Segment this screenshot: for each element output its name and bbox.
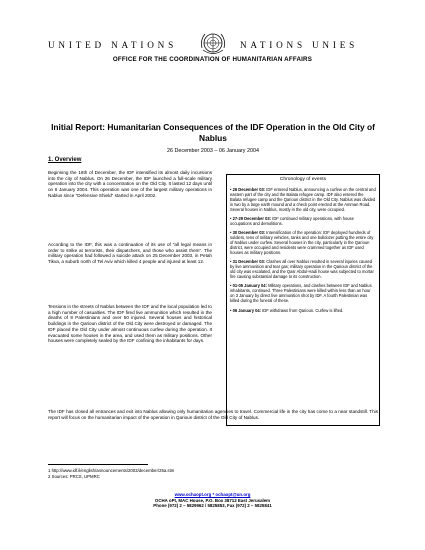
chronology-title: Chronology of events	[279, 177, 327, 182]
chronology-date: 26 December 03:	[232, 186, 266, 192]
footnote-2: 2 Sources: PRCS, UPMRC	[48, 474, 100, 479]
chronology-text: Intensification of the operation: IDF deployed hundreds of soldiers, tens of military vehicles, tanks and one bulldozer putting the entire city of Nablus under curfew. Several houses in the city, particularly in the Qarioun district, were occupied and residents were crammed together as IDF used houses as military positions.	[230, 230, 374, 255]
paragraph-1: Beginning the 16th of December, the IDF intensified its almost daily incursions into the city of Nablus. On 26 December, the IDF launched a full-scale military operation into the city with a concentration on the Old City. It lasted 12 days until on 6 January 2004. This operation was one of the largest military operations in Nablus since "Defensive Shield" started in April 2002.	[48, 170, 212, 198]
chronology-date: 06 January 04:	[232, 307, 262, 313]
page-footer	[0, 492, 425, 509]
un-header	[0, 30, 425, 70]
chronology-text: Military operations, and clashes between IDF and Nablus inhabitants, continued. Three Palestinians were killed within less than an hour on 3 January by direct live ammunition shot by IDF. A fourth Palestinian was killed during the funeral of these.	[230, 283, 372, 304]
chronology-text: IDF withdraws from Qarioun. Curfew is lifted.	[261, 307, 344, 313]
paragraph-4: The IDF has closed all entrances and exit into Nablus allowing only humanitarian agencies to travel. Commercial life in the city has come to a near standstill. This report will focus on the humanitarian impact of the operation in Qarioun district of the Old City of Nablus.	[48, 409, 378, 420]
paragraph-3: Tensions in the streets of Nablus between the IDF and the local population led to a high number of casualties. The IDF fired live ammunition which resulted in the deaths of 8 Palestinians and over 50 injured. Several houses and historical buildings in the Qarioun district of the Old City were destroyed or damaged. The IDF placed the Old City under almost continuous curfew during the operation. It evacuated some houses in the area, and used them as military positions. Other houses were completely sealed by the IDF confining the inhabitants for days.	[48, 304, 212, 344]
chronology-date: 31 December 03:	[232, 259, 266, 265]
office-name: OFFICE FOR THE COORDINATION OF HUMANITARIAN AFFAIRS	[112, 56, 313, 63]
chronology-item: • 06 January 04: IDF withdraws from Qarioun. Curfew is lifted.	[230, 307, 344, 313]
chronology-date: 01-05 January 04:	[232, 283, 267, 289]
chronology-date: 30 December 03:	[232, 230, 266, 236]
header-nations-unies: NATIONS UNIES	[240, 40, 359, 50]
chronology-item: • 30 December 03: Intensification of the operation: IDF deployed hundreds of soldiers, tens of military vehicles, tanks and one bulldozer putting the entire city of Nablus under curfew. Several houses in the city, particularly in the Qarioun district, were occupied and residents were crammed together as IDF used houses as military positions.	[230, 230, 374, 255]
footer-links[interactable]: www.ochaopt.org * ochaopt@un.org	[174, 492, 251, 497]
chronology-box	[226, 174, 380, 426]
chronology-text: IDF continued military operations, with house occupations and demolitions.	[230, 215, 354, 226]
footnote-1[interactable]: 1 http://www.idf.il/english/announcements/2003/december/25a.stm	[48, 468, 175, 473]
chronology-text: IDF entered Nablus, announcing a curfew on the central and eastern part of the city and the Balata refugee camp. IDF also entered the Balata refugee camp and the Qarioun district in the Old City. Nablus was divided in two by a large earth mound and a check point erected at the Amman Road. Several houses in Nablus, mostly in the old city, were occupied.	[230, 186, 376, 212]
chronology-text: Clashes all over Nablus resulted in several injuries caused by live ammunition and tear gas; military operation in the Qarioun district of the old city was escalated, and the Qasr Abdul-Hadi house was subjected to mortar fire causing substantial damage to its construction.	[230, 259, 374, 279]
chronology-item: • 27-29 December 03: IDF continued military operations, with house occupations and demolitions.	[230, 215, 354, 226]
footer-address: OCHA oPt, MAC House, P.O. Box 38712 East Jerusalem	[154, 497, 271, 503]
section-heading: 1. Overview	[48, 157, 82, 163]
report-dates: 26 December 2003 – 06 January 2004	[166, 148, 259, 154]
header-united-nations: UNITED NATIONS	[48, 40, 177, 50]
chronology-item: • 26 December 03: IDF entered Nablus, announcing a curfew on the central and eastern part of the city and the Balata refugee camp. IDF also entered the Balata refugee camp and the Qarioun district in the Old City. Nablus was divided in two by a large earth mound and a check point erected at the Amman Road. Several houses in Nablus, mostly in the old city, were occupied.	[230, 186, 376, 212]
footer-phone: Phone (972) 2 – 5829962 / 5825853, Fax (972) 2 – 5825841	[153, 503, 272, 509]
footnote-divider	[48, 464, 148, 465]
report-title: Initial Report: Humanitarian Consequences of the IDF Operation in the Old City of Nablus	[51, 122, 375, 143]
paragraph-2: According to the IDF, this was a continuation of its use of "all legal means in order to strike at terrorists, their dispatchers, and those who assist them". The military operation had followed a suicide attack on 25 December 2003, in Petah Tikva, a suburb north of Tel Aviv which killed 4 people and injured at least 12.	[48, 242, 212, 265]
chronology-item: • 01-05 January 04: Military operations, and clashes between IDF and Nablus inhabitants, continued. Three Palestinians were killed within less than an hour on 3 January by direct live ammunition shot by IDF. A fourth Palestinian was killed during the funeral of these.	[230, 283, 372, 304]
chronology-date: 27-29 December 03:	[232, 215, 272, 221]
chronology-item: • 31 December 03: Clashes all over Nablus resulted in several injuries caused by live ammunition and tear gas; military operation in the Qarioun district of the old city was escalated, and the Qasr Abdul-Hadi house was subjected to mortar fire causing substantial damage to its construction.	[230, 259, 374, 279]
